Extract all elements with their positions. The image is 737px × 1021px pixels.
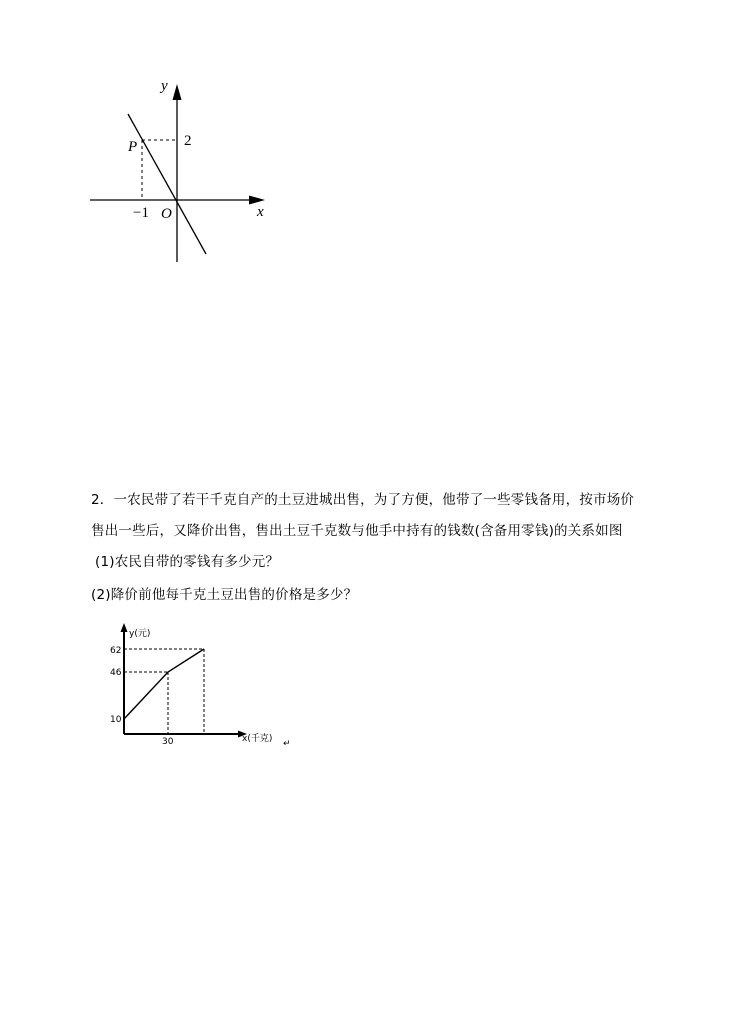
y-axis-arrow-icon bbox=[121, 623, 128, 632]
money-line bbox=[124, 649, 204, 719]
x-axis-label: x(千克) bbox=[242, 734, 273, 744]
point-p-label: P bbox=[128, 139, 138, 155]
x-tick-30: 30 bbox=[162, 737, 174, 747]
y-tick-62: 62 bbox=[110, 646, 122, 656]
origin-label: O bbox=[161, 206, 172, 222]
y-tick-10: 10 bbox=[110, 715, 122, 725]
y-axis-label: y(元) bbox=[129, 629, 151, 639]
question-2: (2)降价前他每千克土豆出售的价格是多少？ bbox=[91, 587, 358, 603]
problem-2-line-2: 售出一些后，又降价出售，售出土豆千克数与他手中持有的钱数(含备用零钱)的关系如图 bbox=[91, 523, 623, 539]
problem-2-line-1: 2．一农民带了若干千克自产的土豆进城出售，为了方便，他带了一些零钱备用，按市场价 bbox=[91, 492, 635, 508]
y-tick-46: 46 bbox=[110, 668, 122, 678]
function-line bbox=[128, 114, 206, 254]
y-axis-label: y bbox=[161, 78, 168, 94]
figure-2-graph bbox=[105, 618, 305, 753]
question-1: (1)农民自带的零钱有多少元？ bbox=[95, 554, 280, 570]
x-axis-label: x bbox=[257, 204, 264, 220]
figure-1-graph bbox=[85, 70, 285, 270]
y-tick-label: 2 bbox=[184, 133, 192, 149]
x-tick-label: −1 bbox=[133, 205, 149, 221]
return-mark-icon: ↵ bbox=[283, 739, 291, 749]
y-axis-arrow-icon bbox=[173, 84, 182, 100]
